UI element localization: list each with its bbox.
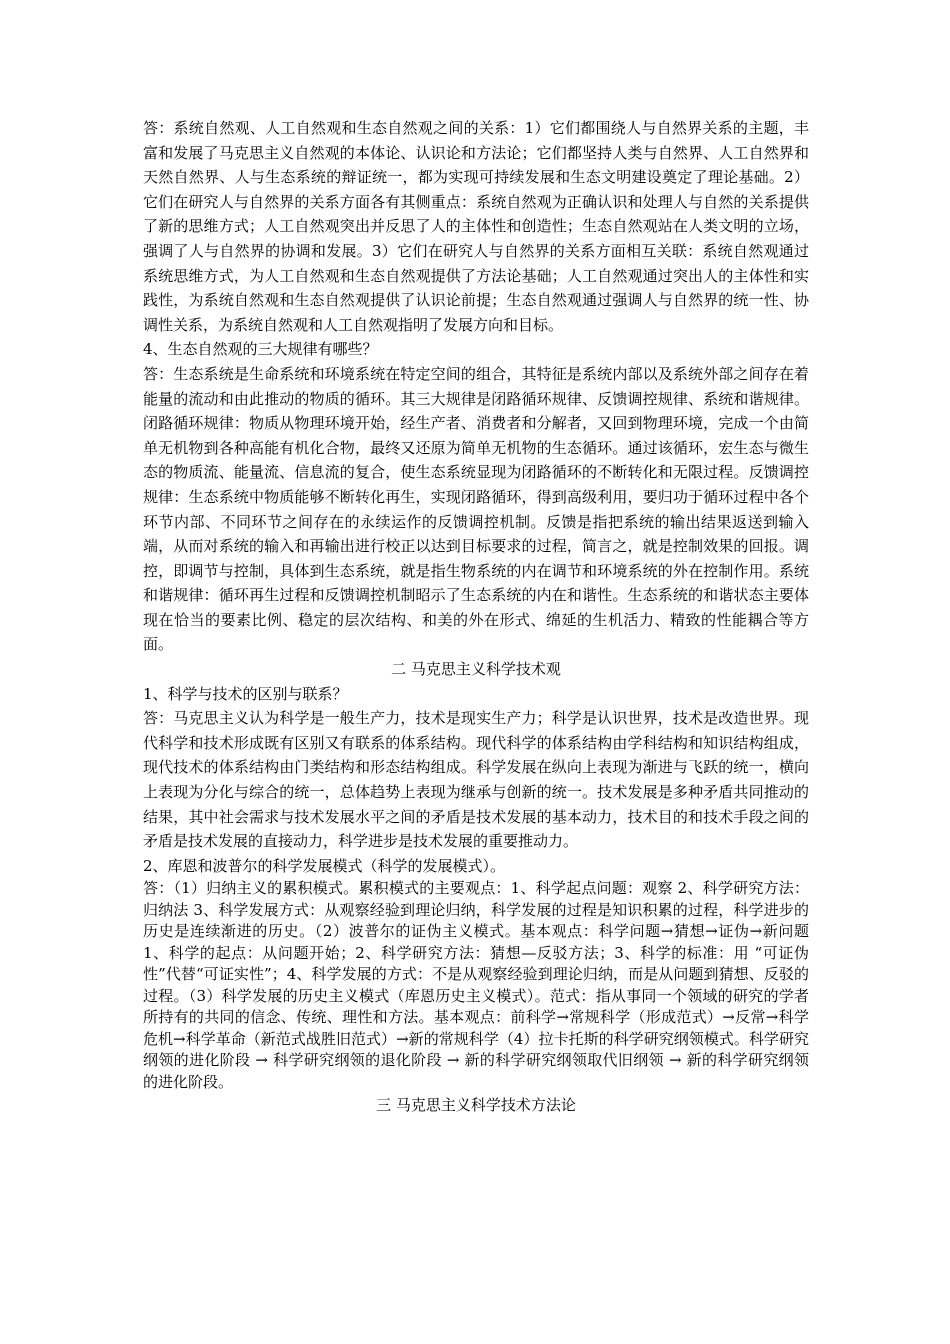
answer-paragraph-ecological-laws: 答：生态系统是生命系统和环境系统在特定空间的组合，其特征是系统内部以及系统外部之间存在着能量的流动和由此推动的物质的循环。其三大规律是闭路循环规律、反馈调控规律、系统和谐规律。闭路循环规律：物质从物理环境开始，经生产者、消费者和分解者，又回到物理环境，完成一个由简单无机物到各种高能有机化合物，最终又还原为简单无机物的生态循环。通过该循环，宏生态与微生态的物质流、能量流、信息流的复合，使生态系统显现为闭路循环的不断转化和无限过程。反馈调控规律：生态系统中物质能够不断转化再生，实现闭路循环，得到高级利用，要归功于循环过程中各个环节内部、不同环节之间存在的永续运作的反馈调控机制。反馈是指把系统的输出结果返送到输入端，从而对系统的输入和再输出进行校正以达到目标要求的过程，简言之，就是控制效果的回报。调控，即调节与控制，具体到生态系统，就是指生物系统的内在调节和环境系统的外在控制作用。系统和谐规律：循环再生过程和反馈调控机制昭示了生态系统的内在和谐性。生态系统的和谐状态主要体现在恰当的要素比例、稳定的层次结构、和美的外在形式、绵延的生机活力、精致的性能耦合等方面。 <box>143 364 809 654</box>
section-heading-science-technology-view: 二 马克思主义科学技术观 <box>391 660 561 679</box>
question-science-technology: 1、科学与技术的区别与联系？ <box>143 684 348 703</box>
answer-paragraph-nature-views: 答：系统自然观、人工自然观和生态自然观之间的关系：1）它们都围绕人与自然界关系的主题，丰富和发展了马克思主义自然观的本体论、认识论和方法论；它们都坚持人类与自然界、人工自然界和天然自然界、人与生态系统的辩证统一，都为实现可持续发展和生态文明建设奠定了理论基础。2）它们在研究人与自然界的关系方面各有其侧重点：系统自然观为正确认识和处理人与自然的关系提供了新的思维方式；人工自然观突出并反思了人的主体性和创造性；生态自然观站在人类文明的立场，强调了人与自然界的协调和发展。3）它们在研究人与自然界的关系方面相互关联：系统自然观通过系统思维方式，为人工自然观和生态自然观提供了方法论基础；人工自然观通过突出人的主体性和实践性，为系统自然观和生态自然观提供了认识论前提；生态自然观通过强调人与自然界的统一性、协调性关系，为系统自然观和人工自然观指明了发展方向和目标。 <box>143 119 809 334</box>
answer-paragraph-development-models: 答：（1）归纳主义的累积模式。累积模式的主要观点：1、科学起点问题：观察 2、科学研究方法：归纳法 3、科学发展方式：从观察经验到理论归纳，科学发展的过程是知识积累的过程，科学进步的历史是连续渐进的历史。（2）波普尔的证伪主义模式。基本观点：科学问题→猜想→证伪→新问题 1、科学的起点：从问题开始；2、科学研究方法：猜想—反驳方法；3、科学的标准：用 “可证伪性”代替“可证实性”；4、科学发展的方式：不是从观察经验到理论归纳，而是从问题到猜想、反驳的过程。（3）科学发展的历史主义模式（库恩历史主义模式）。范式：指从事同一个领域的研究的学者所持有的共同的信念、传统、理性和方法。基本观点：前科学→常规科学（形成范式）→反常→科学危机→科学革命（新范式战胜旧范式）→新的常规科学（4）拉卡托斯的科学研究纲领模式。科学研究纲领的进化阶段 → 科学研究纲领的退化阶段 → 新的科学研究纲领取代旧纲领 → 新的科学研究纲领的进化阶段。 <box>143 879 809 1091</box>
document-page <box>143 116 809 1118</box>
section-heading-methodology: 三 马克思主义科学技术方法论 <box>376 1096 576 1115</box>
question-development-models: 2、库恩和波普尔的科学发展模式（科学的发展模式）。 <box>143 856 506 875</box>
question-ecological-laws: 4、生态自然观的三大规律有哪些？ <box>143 340 378 359</box>
answer-paragraph-science-technology: 答：马克思主义认为科学是一般生产力，技术是现实生产力；科学是认识世界，技术是改造世界。现代科学和技术形成既有区别又有联系的体系结构。现代科学的体系结构由学科结构和知识结构组成，现代技术的体系结构由门类结构和形态结构组成。科学发展在纵向上表现为渐进与飞跃的统一，横向上表现为分化与综合的统一，总体趋势上表现为继承与创新的统一。技术发展是多种矛盾共同推动的结果，其中社会需求与技术发展水平之间的矛盾是技术发展的基本动力，技术目的和技术手段之间的矛盾是技术发展的直接动力，科学进步是技术发展的重要推动力。 <box>143 709 809 851</box>
